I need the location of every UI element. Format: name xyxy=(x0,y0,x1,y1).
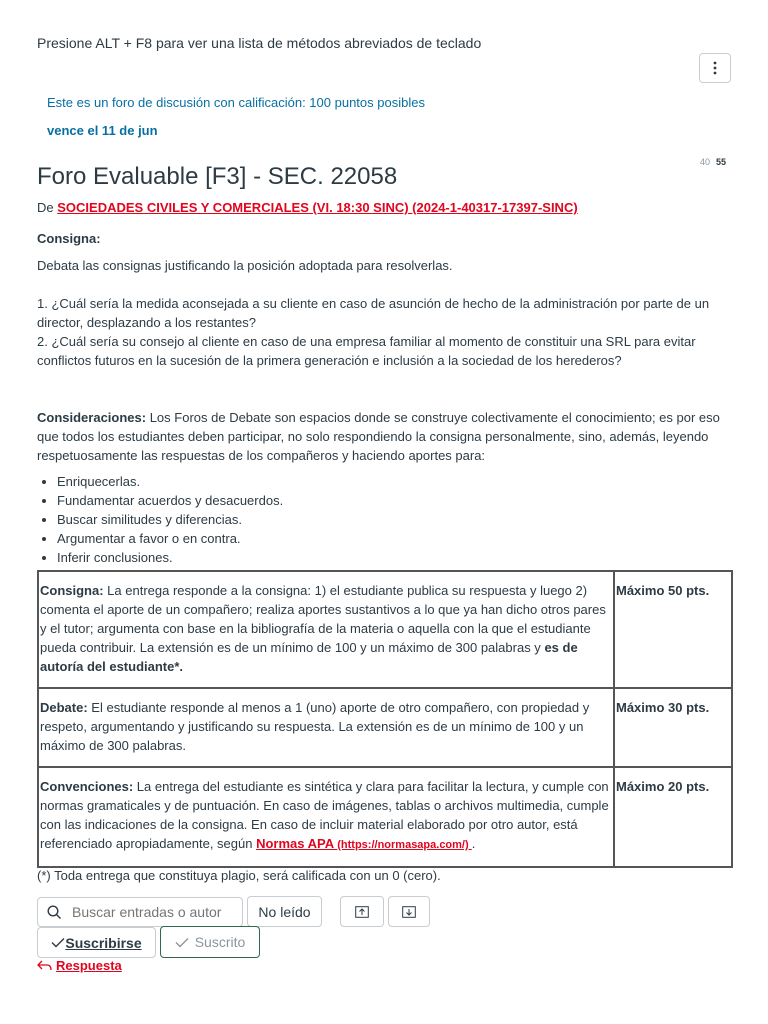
consigna-heading: Consigna: xyxy=(37,231,101,246)
list-item: • Argumentar a favor o en contra. xyxy=(57,529,732,548)
subscribed-button[interactable] xyxy=(160,926,260,958)
considerations-list xyxy=(37,472,732,567)
entry-counts xyxy=(700,157,726,167)
topic-body xyxy=(37,229,732,567)
rubric-points: Máximo 30 pts. xyxy=(614,688,732,767)
criterion-text: El estudiante responde al menos a 1 (uno) aporte de otro compañero, con propiedad y respeto, argumentando y justificando su respuesta. La extensión es de un mínimo de 100 y un máximo de 300 palabras. xyxy=(40,700,590,753)
question-2: 2. ¿Cuál sería su consejo al cliente en caso de una empresa familiar al momento de constituir una SRL para evitar conflictos futuros en la sucesión de la primera generación e inclusión a la sociedad de los herederos? xyxy=(37,334,696,368)
unread-filter-button[interactable]: No leído xyxy=(247,896,322,927)
table-row xyxy=(38,571,732,688)
criterion-label: Consigna: xyxy=(40,583,104,598)
expand-replies-button[interactable] xyxy=(388,896,430,927)
list-item: • Buscar similitudes y diferencias. xyxy=(57,510,732,529)
criterion-bold-end: es de autoría del estudiante*. xyxy=(40,640,578,674)
table-row xyxy=(38,688,732,767)
considerations-label: Consideraciones: xyxy=(37,410,147,425)
total-count: 55 xyxy=(716,157,727,167)
reply-label: Respuesta xyxy=(56,958,122,973)
options-menu-button[interactable] xyxy=(699,53,731,83)
keyboard-shortcuts-hint: Presione ALT + F8 para ver una lista de métodos abreviados de teclado xyxy=(37,35,482,51)
expand-down-icon xyxy=(402,906,416,918)
criterion-end: . xyxy=(471,836,476,851)
reply-arrow-icon xyxy=(37,960,52,971)
rubric-criterion-consigna xyxy=(38,571,614,688)
rubric-criterion-debate xyxy=(38,688,614,767)
rubric-points: Máximo 50 pts. xyxy=(614,571,732,688)
collapse-up-icon xyxy=(355,906,369,918)
criterion-text: La entrega responde a la consigna: 1) el estudiante publica su respuesta y luego 2) comenta el aporte de un compañero; realiza aportes sustantivos a lo que ya han dicho otros pares y el tutor; argumenta con base en la bibliografía de la materia o aquella con la que el estudiante pueda contribuir. La extensión es de un mínimo de 100 y un máximo de 300 palabras y xyxy=(40,583,606,655)
considerations-text: Los Foros de Debate son espacios donde se construye colectivamente el conocimiento; es por eso que todos los estudiantes deben participar, no solo respondiendo la consigna personalmente, sino, además, leyendo respetuosamente las respuestas de los compañeros y haciendo aportes para: xyxy=(37,410,720,463)
question-1: 1. ¿Cuál sería la medida aconsejada a su cliente en caso de asunción de hecho de la administración por parte de un director, desplazando a los restantes? xyxy=(37,296,710,330)
apa-link[interactable] xyxy=(256,836,472,851)
criterion-label: Convenciones: xyxy=(40,779,134,794)
author-line xyxy=(37,200,578,215)
due-date: vence el 11 de jun xyxy=(47,123,158,138)
subscribe-button[interactable] xyxy=(37,927,156,958)
kebab-menu-icon xyxy=(713,61,717,75)
collapse-replies-button[interactable] xyxy=(340,896,384,927)
apa-link-label: Normas APA xyxy=(256,836,338,851)
course-link[interactable]: SOCIEDADES CIVILES Y COMERCIALES (VI. 18:30 SINC) (2024-1-40317-17397-SINC) xyxy=(57,200,578,215)
subscribed-label: Suscrito xyxy=(194,934,246,950)
apa-link-url: (https://normasapa.com/) xyxy=(337,839,472,851)
list-item: • Enriquecerlas. xyxy=(57,472,732,491)
search-input[interactable] xyxy=(70,903,234,921)
reply-link[interactable] xyxy=(37,958,122,973)
table-row xyxy=(38,767,732,867)
list-item: • Fundamentar acuerdos y desacuerdos. xyxy=(57,491,732,510)
graded-discussion-info: Este es un foro de discusión con calificación: 100 puntos posibles xyxy=(47,95,425,110)
rubric-criterion-convenciones xyxy=(38,767,614,867)
consigna-intro: Debata las consignas justificando la posición adoptada para resolverlas. xyxy=(37,258,453,273)
rubric-table xyxy=(37,570,733,868)
criterion-label: Debate: xyxy=(40,700,88,715)
check-icon xyxy=(51,937,65,948)
page-title: Foro Evaluable [F3] - SEC. 22058 xyxy=(37,163,398,190)
list-item: • Inferir conclusiones. xyxy=(57,548,732,567)
subscribe-label: Suscribirse xyxy=(65,934,142,951)
search-box[interactable] xyxy=(37,897,243,927)
check-icon xyxy=(175,937,189,948)
search-icon xyxy=(47,905,62,920)
rubric-points: Máximo 20 pts. xyxy=(614,767,732,867)
criterion-text: La entrega del estudiante es sintética y clara para facilitar la lectura, y cumple con normas gramaticales y de puntuación. En caso de imágenes, tablas o archivos multimedia, cumple con las indicaciones de la consigna. En caso de incluir material elaborado por otro autor, está referenciado apropiadamente, según xyxy=(40,779,609,851)
considerations-paragraph xyxy=(37,408,732,465)
from-prefix: De xyxy=(37,200,54,215)
unread-count: 40 xyxy=(700,157,711,167)
plagiarism-note: (*) Toda entrega que constituya plagio, será calificada con un 0 (cero). xyxy=(37,868,441,883)
